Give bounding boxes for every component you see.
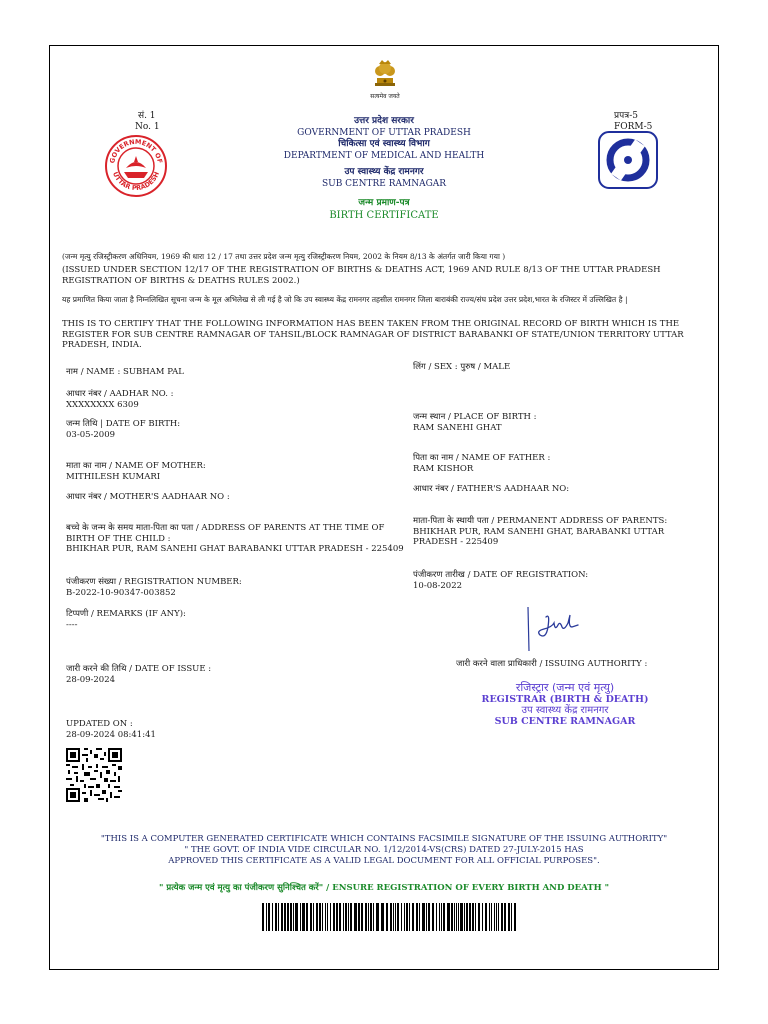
issuing-authority-label: जारी करने वाला प्राधिकारी / ISSUING AUTHORITY : xyxy=(456,659,648,669)
seal-top-text: GOVERNMENT OF xyxy=(108,137,164,165)
registration-date-field xyxy=(413,570,588,591)
issued-under-hindi: (जन्म मृत्यु रजिस्ट्रीकरण अधिनियम, 1969 की धारा 12 / 17 तथा उत्तर प्रदेश जन्म मृत्यु रजिस्ट्रीकरण नियम, 2002 के नियम 8/13 के अंतर्गत जारी किया गया ) xyxy=(62,252,506,261)
barcode-bar xyxy=(475,903,476,931)
barcode-bar xyxy=(436,903,437,931)
serial-number: No. 1 xyxy=(135,122,160,132)
barcode-bar xyxy=(496,903,497,931)
barcode-bar xyxy=(401,903,402,931)
barcode-bar xyxy=(395,903,396,931)
barcode-bar xyxy=(404,903,405,931)
aadhar-field xyxy=(66,389,174,410)
barcode-bar xyxy=(358,903,360,931)
barcode-bar xyxy=(266,903,267,931)
updated-on-field xyxy=(66,719,156,740)
barcode-bar xyxy=(275,903,277,931)
barcode-bar xyxy=(393,903,394,931)
father-name-field xyxy=(413,453,550,474)
barcode-bar xyxy=(302,903,305,931)
registration-number-label: पंजीकरण संख्या / REGISTRATION NUMBER: xyxy=(66,577,242,587)
qr-code xyxy=(66,748,122,802)
barcode-bar xyxy=(278,903,279,931)
barcode-bar xyxy=(472,903,474,931)
barcode-bar xyxy=(284,903,286,931)
barcode-bar xyxy=(482,903,483,931)
circular-note: " THE GOVT. OF INDIA VIDE CIRCULAR NO. 1/12/2014-VS(CRS) DATED 27-JULY-2015 HAS xyxy=(184,845,584,855)
computer-generated-note: "THIS IS A COMPUTER GENERATED CERTIFICATE WHICH CONTAINS FACSIMILE SIGNATURE OF THE ISSUING AUTHORITY" xyxy=(100,834,668,844)
barcode-bar xyxy=(287,903,289,931)
mother-name-field xyxy=(66,461,206,482)
mother-aadhaar-field xyxy=(66,492,230,503)
barcode-bar xyxy=(390,903,392,931)
barcode-bar xyxy=(272,903,273,931)
permanent-address-field xyxy=(413,516,667,548)
remarks-value: ---- xyxy=(66,619,78,630)
dob-label: जन्म तिथि | DATE OF BIRTH: xyxy=(66,419,181,429)
barcode-bar xyxy=(464,903,465,931)
barcode-bar xyxy=(300,903,301,931)
barcode-bar xyxy=(469,903,471,931)
barcode-bar xyxy=(397,903,399,931)
dept-hindi: चिकित्सा एवं स्वास्थ्य विभाग xyxy=(338,139,430,149)
remarks-field xyxy=(66,609,186,630)
barcode-bar xyxy=(361,903,363,931)
barcode-bar xyxy=(316,903,318,931)
crs-logo-icon xyxy=(598,131,658,189)
barcode xyxy=(262,903,519,931)
registration-number-field xyxy=(66,577,242,598)
issued-under-text: (ISSUED UNDER SECTION 12/17 OF THE REGISTRATION OF BIRTHS & DEATHS ACT, 1969 AND RULE 8/13 OF THE UTTAR PRADESH REGISTRATION OF BIRTHS & DEATHS RULES 2002.) xyxy=(62,265,661,286)
permanent-address-value-cont: PRADESH - 225409 xyxy=(413,537,499,547)
barcode-bar xyxy=(443,903,445,931)
centre-name: SUB CENTRE RAMNAGAR xyxy=(321,179,447,189)
barcode-bar xyxy=(354,903,357,931)
barcode-bar xyxy=(350,903,352,931)
father-aadhaar-label: आधार नंबर / FATHER'S AADHAAR NO: xyxy=(413,484,570,494)
certificate-title-hindi: जन्म प्रमाण-पत्र xyxy=(358,198,410,208)
up-government-seal-icon xyxy=(104,134,168,198)
barcode-bar xyxy=(281,903,283,931)
barcode-bar xyxy=(409,903,410,931)
date-of-issue-value: 28-09-2024 xyxy=(66,674,116,685)
emblem-motto: सत्यमेव जयते xyxy=(370,93,400,100)
certify-hindi: यह प्रमाणित किया जाता है निम्नलिखित सूचना जन्म के मूल अभिलेख से ली गई है जो कि उप स्वास्थ्य केंद्र रामनगर तहसील रामनगर जिला बाराबंकी राज्य/संघ प्रदेश उत्तर प्रदेश,भारत के रजिस्टर में उल्लिखित है | xyxy=(62,295,628,304)
centre-hindi: उप स्वास्थ्य केंद्र रामनगर xyxy=(344,167,424,177)
name-field xyxy=(66,367,184,378)
barcode-bar xyxy=(325,903,326,931)
barcode-bar xyxy=(494,903,495,931)
stamp-line-registrar: REGISTRAR (BIRTH & DEATH) xyxy=(481,694,649,705)
barcode-bar xyxy=(511,903,512,931)
barcode-bar xyxy=(412,903,414,931)
barcode-bar xyxy=(485,903,487,931)
barcode-bar xyxy=(368,903,369,931)
barcode-bar xyxy=(322,903,323,931)
barcode-bar xyxy=(514,903,516,931)
barcode-bar xyxy=(454,903,455,931)
barcode-bar xyxy=(333,903,335,931)
date-of-issue-field xyxy=(66,664,211,685)
barcode-bar xyxy=(422,903,425,931)
stamp-line-hindi: रजिस्ट्रार (जन्म एवं मृत्यु) xyxy=(515,681,615,694)
barcode-bar xyxy=(306,903,308,931)
barcode-bar xyxy=(478,903,480,931)
mother-aadhaar-label: आधार नंबर / MOTHER'S AADHAAR NO : xyxy=(66,492,230,502)
registrar-stamp xyxy=(459,681,671,727)
permanent-address-value: BHIKHAR PUR, RAM SANEHI GHAT, BARABANKI UTTAR xyxy=(413,526,665,537)
father-aadhaar-field xyxy=(413,484,569,495)
stamp-line-centre-hindi: उप स्वास्थ्य केंद्र रामनगर xyxy=(521,705,609,716)
facsimile-signature xyxy=(524,605,584,653)
barcode-bar xyxy=(330,903,331,931)
place-of-birth-label: जन्म स्थान / PLACE OF BIRTH : xyxy=(413,412,537,422)
registration-date-label: पंजीकरण तारीख / DATE OF REGISTRATION: xyxy=(413,570,589,580)
barcode-bar xyxy=(419,903,420,931)
barcode-bar xyxy=(501,903,503,931)
aadhar-label: आधार नंबर / AADHAR NO. : xyxy=(66,389,174,399)
registration-date-value: 10-08-2022 xyxy=(413,580,463,591)
form-number-hindi: प्रपत्र-5 xyxy=(614,111,638,121)
address-at-birth-value: BHIKHAR PUR, RAM SANEHI GHAT BARABANKI UTTAR PRADESH - 225409 xyxy=(66,544,404,554)
mother-name-value: MITHILESH KUMARI xyxy=(66,471,161,482)
father-name-label: पिता का नाम / NAME OF FATHER : xyxy=(413,453,551,463)
barcode-bar xyxy=(406,903,408,931)
dob-field xyxy=(66,419,180,440)
barcode-bar xyxy=(343,903,344,931)
barcode-bar xyxy=(441,903,442,931)
mother-name-label: माता का नाम / NAME OF MOTHER: xyxy=(66,461,206,471)
barcode-bar xyxy=(432,903,434,931)
barcode-bar xyxy=(504,903,506,931)
barcode-bar xyxy=(268,903,270,931)
barcode-bar xyxy=(460,903,463,931)
place-of-birth-field xyxy=(413,412,537,433)
address-at-birth-field xyxy=(66,523,404,555)
barcode-bar xyxy=(370,903,372,931)
barcode-bar xyxy=(451,903,453,931)
national-emblem-icon xyxy=(370,58,400,92)
barcode-bar xyxy=(373,903,374,931)
barcode-bar xyxy=(295,903,298,931)
certify-text: THIS IS TO CERTIFY THAT THE FOLLOWING INFORMATION HAS BEEN TAKEN FROM THE ORIGINAL RECORD OF BIRTH WHICH IS THE REGISTER FOR SUB CENTRE RAMNAGAR OF TAHSIL/BLOCK RAMNAGAR OF DISTRICT BARABANKI OF STATE/UNION TERRITORY UTTAR PRADESH, INDIA. xyxy=(62,319,684,350)
barcode-bar xyxy=(376,903,379,931)
name-label: नाम / NAME : SUBHAM PAL xyxy=(66,367,184,377)
sex-field xyxy=(413,362,510,373)
stamp-line-centre: SUB CENTRE RAMNAGAR xyxy=(494,716,636,727)
sex-label: लिंग / SEX : पुरुष / MALE xyxy=(413,362,511,372)
barcode-bar xyxy=(416,903,418,931)
aadhar-value: XXXXXXXX 6309 xyxy=(66,399,139,410)
barcode-bar xyxy=(439,903,440,931)
dob-value: 03-05-2009 xyxy=(66,429,116,440)
barcode-bar xyxy=(339,903,341,931)
updated-on-value: 28-09-2024 08:41:41 xyxy=(66,729,156,740)
barcode-bar xyxy=(456,903,457,931)
barcode-bar xyxy=(447,903,450,931)
barcode-bar xyxy=(458,903,459,931)
barcode-bar xyxy=(365,903,367,931)
ensure-registration-note: " प्रत्येक जन्म एवं मृत्यु का पंजीकरण सुनिश्चित करें" / ENSURE REGISTRATION OF EVERY BIRTH AND DEATH " xyxy=(158,883,609,893)
barcode-bar xyxy=(466,903,468,931)
barcode-bar xyxy=(498,903,499,931)
form-number: FORM-5 xyxy=(614,122,653,132)
certificate-title: BIRTH CERTIFICATE xyxy=(329,210,439,221)
address-at-birth-label-cont: BIRTH OF THE CHILD : xyxy=(66,533,171,544)
remarks-label: टिप्पणी / REMARKS (IF ANY): xyxy=(66,609,186,619)
date-of-issue-label: जारी करने की तिथि / DATE OF ISSUE : xyxy=(66,664,212,674)
barcode-bar xyxy=(327,903,328,931)
father-name-value: RAM KISHOR xyxy=(413,463,474,474)
barcode-bar xyxy=(262,903,264,931)
barcode-bar xyxy=(290,903,292,931)
legal-document-note: APPROVED THIS CERTIFICATE AS A VALID LEGAL DOCUMENT FOR ALL OFFICIAL PURPOSES". xyxy=(168,856,600,866)
permanent-address-label: माता-पिता के स्थायी पता / PERMANENT ADDRESS OF PARENTS: xyxy=(413,516,668,526)
updated-on-label: UPDATED ON : xyxy=(66,719,133,729)
barcode-bar xyxy=(491,903,492,931)
barcode-bar xyxy=(508,903,510,931)
seal-bottom-text: UTTAR PRADESH xyxy=(111,170,161,193)
barcode-bar xyxy=(310,903,312,931)
barcode-bar xyxy=(381,903,384,931)
barcode-bar xyxy=(489,903,490,931)
barcode-bar xyxy=(336,903,338,931)
barcode-bar xyxy=(428,903,430,931)
barcode-bar xyxy=(345,903,347,931)
barcode-bar xyxy=(426,903,427,931)
dept-name: DEPARTMENT OF MEDICAL AND HEALTH xyxy=(283,151,485,161)
barcode-bar xyxy=(293,903,294,931)
barcode-bar xyxy=(319,903,321,931)
address-at-birth-label: बच्चे के जन्म के समय माता-पिता का पता / ADDRESS OF PARENTS AT THE TIME OF xyxy=(66,523,385,533)
govt-hindi: उत्तर प्रदेश सरकार xyxy=(354,116,414,126)
registration-number-value: B-2022-10-90347-003852 xyxy=(66,587,176,598)
govt-name: GOVERNMENT OF UTTAR PRADESH xyxy=(297,128,471,138)
barcode-bar xyxy=(386,903,388,931)
barcode-bar xyxy=(313,903,314,931)
barcode-bar xyxy=(348,903,349,931)
place-of-birth-value: RAM SANEHI GHAT xyxy=(413,422,502,433)
serial-number-hindi: सं. 1 xyxy=(138,111,156,121)
